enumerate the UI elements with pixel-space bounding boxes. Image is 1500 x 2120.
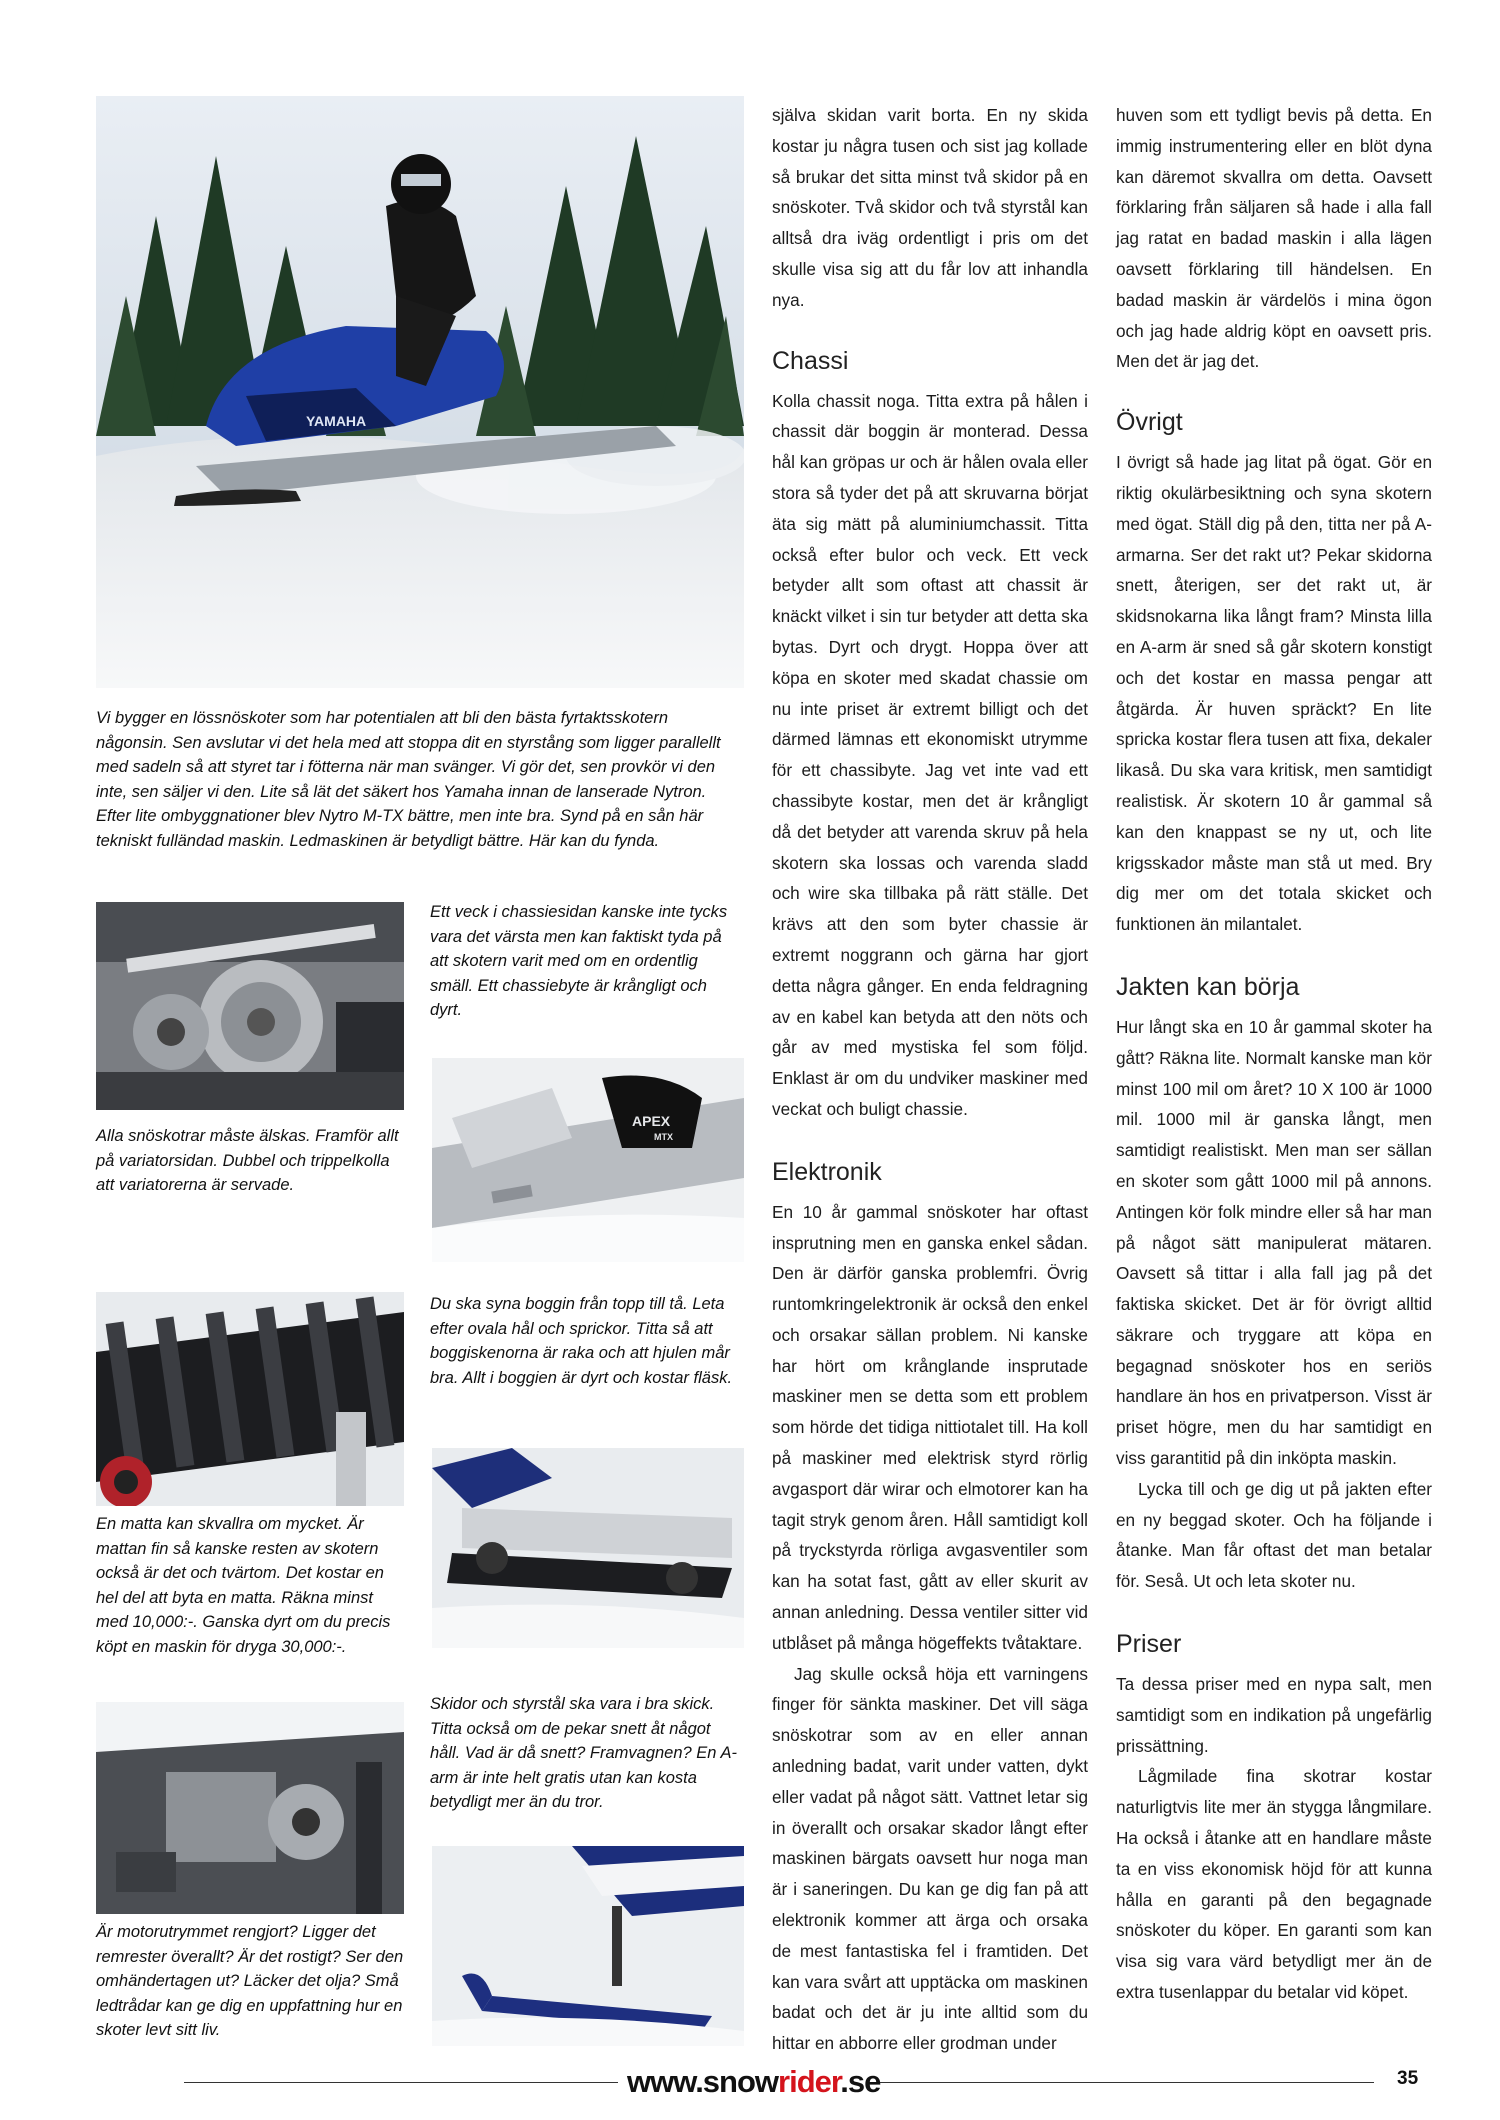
article-column-middle — [772, 100, 1088, 2059]
footer-url-prefix: www.snow — [627, 2064, 779, 2099]
section-heading-chassi: Chassi — [772, 346, 849, 375]
jakten-paragraph: Hur långt ska en 10 år gammal skoter ha gått? Räkna lite. Normalt kanske man kör minst 100 mil om året? 10 X 100 är 1000 mil. 1000 mil är ganska långt, men samtidigt realistiskt. Men man ser sällan en skoter som gått 1000 mil på annons. Antingen kör folk mindre eller så har man på något sätt manipulerat mätaren. Oavsett så tittar i alla fall jag på det faktiska skicket. Det är för övrigt alltid säkrare och tryggare att köpa en begagnad snöskoter hos en seriös handlare än hos en privatperson. Visst är priset högre, men du har samtidigt en viss garantitid på din inköpta maskin. — [1116, 1016, 1432, 1469]
right-intro-paragraph: huven som ett tydligt bevis på detta. En immig instrumentering eller en blöt dyna kan däremot skvallra om detta. Oavsett förklaring från säljaren så hade i alla fall jag ratat en badad maskin i alla lägen oavsett förklaring till händelsen. En badad maskin är värdelös i mina ögon och jag hade aldrig köpt en oavsett pris. Men det är jag det. — [1116, 105, 1432, 372]
chassi-paragraph: Kolla chassit noga. Titta extra på hålen i chassit där boggin är monterad. Dessa hål kan gröpas ur och är hålen ovala eller stora så tyder det på att skruvarna börjat äta sig mätt på aluminiumchassit. Titta också efter bulor och veck. Ett veck betyder allt som oftast att chassit är knäckt vilket i sin tur betyder att detta ska bytas. Dyrt och drygt. Hoppa över att köpa en skoter med skadat chassie om nu inte priset är extremt billigt och det därmed lämnas ett ekonomiskt utrymme för ett chassibyte. Jag vet inte vad ett chassibyte kostar, men det är krångligt då det betyder att varenda skruv på hela skotern ska lossas och varenda sladd och wire ska tillbaka på rätt ställe. Det krävs att den som byter chassie är extremt noggrann och gärna har gjort detta några gånger. En enda feldragning av en kabel kan betyda att den nöts och går av med mystiska fel som följd. Enklast är om du undviker maskiner med veckat och buligt chassie. — [772, 390, 1088, 1119]
jakten-paragraph-2: Lycka till och ge dig ut på jakten efter en ny beggad skoter. Och ha följande i åtanke. Man får oftast det man betalar för. Seså. Ut och leta skoter nu. — [1116, 1478, 1432, 1592]
footer-rule-left — [184, 2082, 618, 2083]
section-heading-elektronik: Elektronik — [772, 1157, 882, 1186]
ovrigt-paragraph: I övrigt så hade jag litat på ögat. Gör en riktig okulärbesiktning och syna skotern med ögat. Ställ dig på den, titta ner på A-armarna. Ser det rakt ut? Pekar skidorna snett, återigen, ser det rakt ut, är skidsnokarna lika långt fram? Minsta lilla en A-arm är sned så går skotern konstigt och det kostar en massa pengar att åtgärda. Är huven spräckt? En lite spricka kostar flera tusen att fixa, dekaler likaså. Du ska vara kritisk, men samtidigt realistisk. Är skotern 10 år gammal så kan den knappast se ny ut, och lite krigsskador måste man stå ut med. Bry dig mer om det totala skicket och funktionen än milantalet. — [1116, 452, 1432, 935]
skis-caption: Skidor och styrstål ska vara i bra skick. Titta också om de pekar snett åt något håll. Vad är då snett? Framvagnen? En A-arm är inte helt gratis utan kan kosta betydligt mer än du tror. — [430, 1695, 737, 1811]
elektronik-paragraph: En 10 år gammal snöskoter har oftast insprutning men en ganska enkel sådan. Den är därför ganska problemfri. Övrig runtomkringelektronik är också den enkel och orsakar sällan problem. Ni kanske har hört om krånglande insprutade maskiner men se detta som ett problem som hörde det tidiga nittiotalet till. Ha koll på maskiner med elektrisk styrd rörlig avgasport där wirar och elmotorer kan ha tagit stryk genom åren. Håll samtidigt koll på tryckstyrda rörliga avgasventiler som kan ha sotat fast, gått av eller skurit av annan anledning. Dessa ventiler sitter vid utblåset på många högeffekts tvåtaktare. — [772, 1201, 1088, 1653]
bogie-photo — [432, 1448, 744, 1648]
brand-logo-text: YAMAHA — [306, 413, 367, 429]
bogie-caption: Du ska syna boggin från topp till tå. Leta efter ovala hål och sprickor. Titta så att boggiskenorna är raka och att hjulen mår bra. Allt i boggien är dyrt och kostar fläsk. — [430, 1295, 733, 1387]
variator-caption: Alla snöskotrar måste älskas. Framför allt på variatorsidan. Dubbel och trippelkolla att variatorerna är servade. — [96, 1127, 399, 1194]
track-caption: En matta kan skvallra om mycket. Är mattan fin så kanske resten av skotern också är det och tvärtom. Det kostar en hel del att byta en matta. Räkna minst med 10,000:-. Ganska dyrt om du precis köpt en maskin för dryga 30,000:-. — [96, 1515, 391, 1656]
hood-badge-subtext: MTX — [654, 1132, 673, 1142]
chassis-caption: Ett veck i chassiesidan kanske inte tycks vara det värsta men kan faktiskt tyda på att skotern varit med om en ordentlig smäll. Ett chassiebyte är krångligt och dyrt. — [430, 903, 728, 1019]
section-heading-priser: Priser — [1116, 1630, 1182, 1659]
section-heading-ovrigt: Övrigt — [1116, 408, 1183, 437]
hood-badge-text: APEX — [632, 1113, 671, 1129]
skis-photo — [432, 1846, 744, 2046]
main-photo-caption: Vi bygger en lössnöskoter som har potentialen att bli den bästa fyrtaktsskotern någonsin. Sen avslutar vi det hela med att stoppa dit en styrstång som ligger parallellt med sadeln så att styret tar i fötterna när man svänger. Vi gör det, sen provkör vi den inte, sen säljer vi den. Lite så lät det säkert hos Yamaha innan de lanserade Nytron. Efter lite ombyggnationer blev Nytro M-TX bättre, men inte bra. Synd på en sån här tekniskt fulländad maskin. Ledmaskinen är betydligt bättre. Här kan du fynda. — [96, 709, 721, 850]
main-photo-snowmobile-jump — [96, 96, 744, 688]
article-column-right — [1116, 100, 1432, 2008]
page-number: 35 — [1397, 2068, 1419, 2089]
section-heading-jakten: Jakten kan börja — [1116, 972, 1300, 1001]
engine-photo — [96, 1702, 404, 1914]
engine-caption: Är motorutrymmet rengjort? Ligger det remrester överallt? Är det rostigt? Ser den omhändertagen ut? Läcker det olja? Små ledtrådar kan ge dig en uppfattning hur en skoter levt sitt liv. — [96, 1923, 404, 2039]
chassis-photo — [432, 1058, 744, 1262]
footer-rule-right — [880, 2082, 1374, 2083]
middle-intro-paragraph: själva skidan varit borta. En ny skida kostar ju några tusen och sist jag kollade så brukar det sitta minst två skidor på en snöskoter. Två skidor och två styrstål kan alltså dra iväg ordentligt i pris om det skulle visa sig att du får lov att inhandla nya. — [772, 105, 1088, 310]
footer-url-accent: rider — [778, 2064, 841, 2099]
footer-url-suffix: .se — [840, 2064, 881, 2099]
elektronik-paragraph-2: Jag skulle också höja ett varningens finger för sänkta maskiner. Det vill säga snöskotrar som av en eller annan anledning badat, varit under vatten, dykt eller vadat på något sätt. Vattnet letar sig in överallt och orsakar skador långt efter maskinen bärgats oavsett hur noga man är i saneringen. Du kan ge dig fan på att elektronik kommer att ärga och orsaka de mest fantastiska fel i framtiden. Det kan vara svårt att upptäcka om maskinen badat och det är ju inte alltid som du hittar en abborre eller grodman under — [772, 1663, 1088, 2054]
priser-paragraph: Ta dessa priser med en nypa salt, men samtidigt som en indikation på ungefärlig prissättning. — [1116, 1674, 1432, 1756]
track-photo — [96, 1292, 404, 1506]
footer-website-url[interactable] — [627, 2064, 880, 2100]
variator-photo — [96, 902, 404, 1110]
priser-paragraph-2: Lågmilade fina skotrar kostar naturligtvis lite mer än stygga långmilare. Ha också i åtanke att en handlare måste ta en viss ekonomisk höjd för att kunna hålla en garanti på den begagnade snöskoter du köper. En garanti som kan visa sig vara värd betydligt mer än de extra tusenlappar du betalar vid köpet. — [1116, 1766, 1432, 2003]
